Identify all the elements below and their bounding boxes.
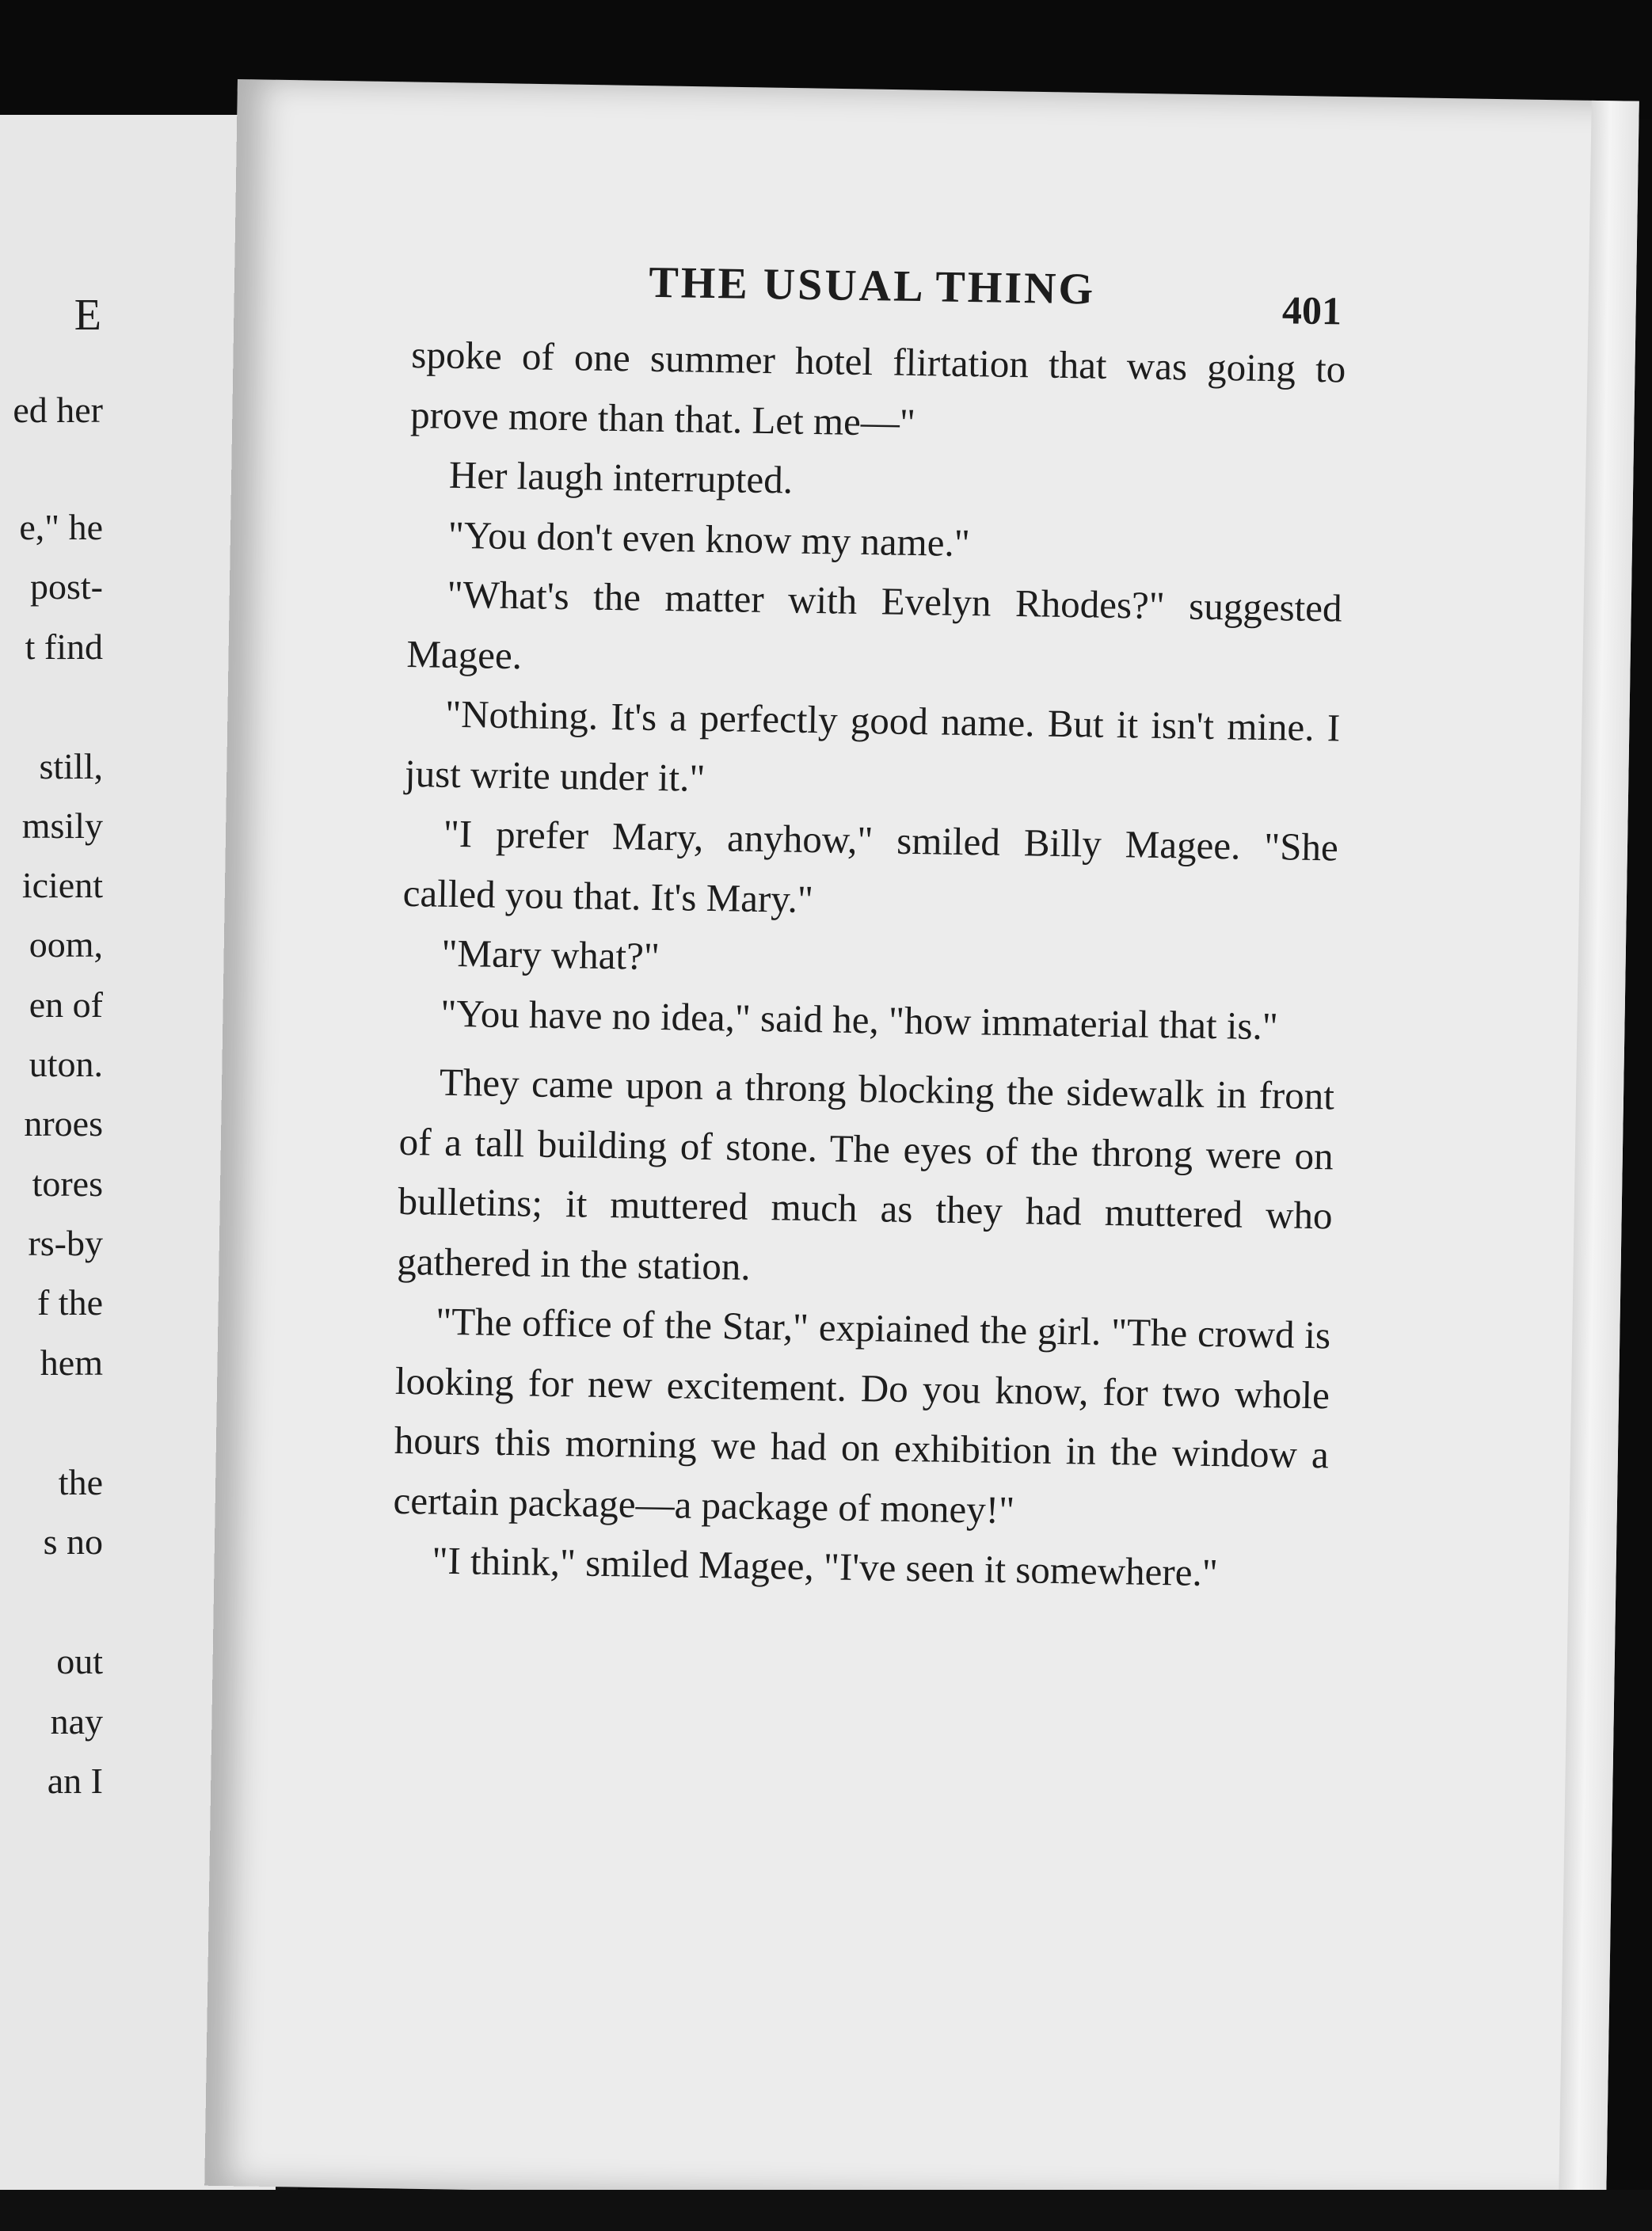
heading-fragment: E: [74, 291, 103, 340]
line-fragment: en of: [29, 984, 103, 1025]
line-fragment: tores: [32, 1163, 103, 1204]
line-fragment: icient: [21, 865, 103, 905]
line-fragment: out: [56, 1641, 103, 1681]
line-fragment: still,: [39, 746, 103, 786]
line-fragment: an I: [47, 1761, 103, 1801]
paragraph: "Mary what?": [441, 931, 660, 979]
line-fragment: msily: [21, 805, 103, 846]
running-title: THE USUAL THING: [648, 257, 1096, 314]
line-fragment: s no: [43, 1521, 103, 1562]
page-number: 401: [1281, 287, 1342, 333]
line-fragment: oom,: [29, 924, 103, 965]
paragraph: "What's the matter with Evelyn Rhodes?" suggested Magee.: [406, 572, 1342, 677]
line-fragment: f the: [36, 1282, 103, 1323]
paragraph: "You have no idea," said he, "how immaterial that is.": [440, 991, 1279, 1048]
paragraph: "You don't even know my name.": [447, 512, 971, 565]
paragraph: spoke of one summer hotel flirtation that was going to prove more than that. Let me—": [409, 332, 1346, 444]
line-fragment: post-: [30, 566, 103, 607]
line-fragment: uton.: [29, 1044, 103, 1084]
line-fragment: t find: [25, 626, 103, 667]
paragraph: "I prefer Mary, anyhow," smiled Billy Magee. "She called you that. It's Mary.": [402, 811, 1339, 921]
body-text: [392, 325, 1346, 1605]
paragraph: They came upon a throng blocking the sidewalk in front of a tall building of stone. The eyes of the throng were on bulletins; it muttered much as they had muttered who gathered in the station.: [397, 1060, 1335, 1289]
line-fragment: rs-by: [28, 1223, 103, 1263]
line-fragment: ed her: [13, 390, 103, 430]
line-fragment: hem: [40, 1342, 103, 1383]
line-fragment: e," he: [19, 507, 103, 547]
scan-bottom-border: [0, 2190, 1652, 2231]
page-edge: [1559, 101, 1639, 2208]
line-fragment: the: [58, 1462, 103, 1502]
paragraph: "I think," smiled Magee, "I've seen it somewhere.": [432, 1538, 1219, 1595]
line-fragment: nroes: [24, 1103, 103, 1144]
paragraph: "The office of the Star," expiained the girl. "The crowd is looking for new excitement. Do you know, for two whole hours this morning we had on exhibition in the window a certain package—a package of money!": [393, 1299, 1331, 1532]
paragraph: "Nothing. It's a perfectly good name. But it isn't mine. I just write under it.": [404, 691, 1341, 800]
line-fragment: nay: [50, 1701, 103, 1742]
paragraph: Her laugh interrupted.: [448, 452, 794, 502]
